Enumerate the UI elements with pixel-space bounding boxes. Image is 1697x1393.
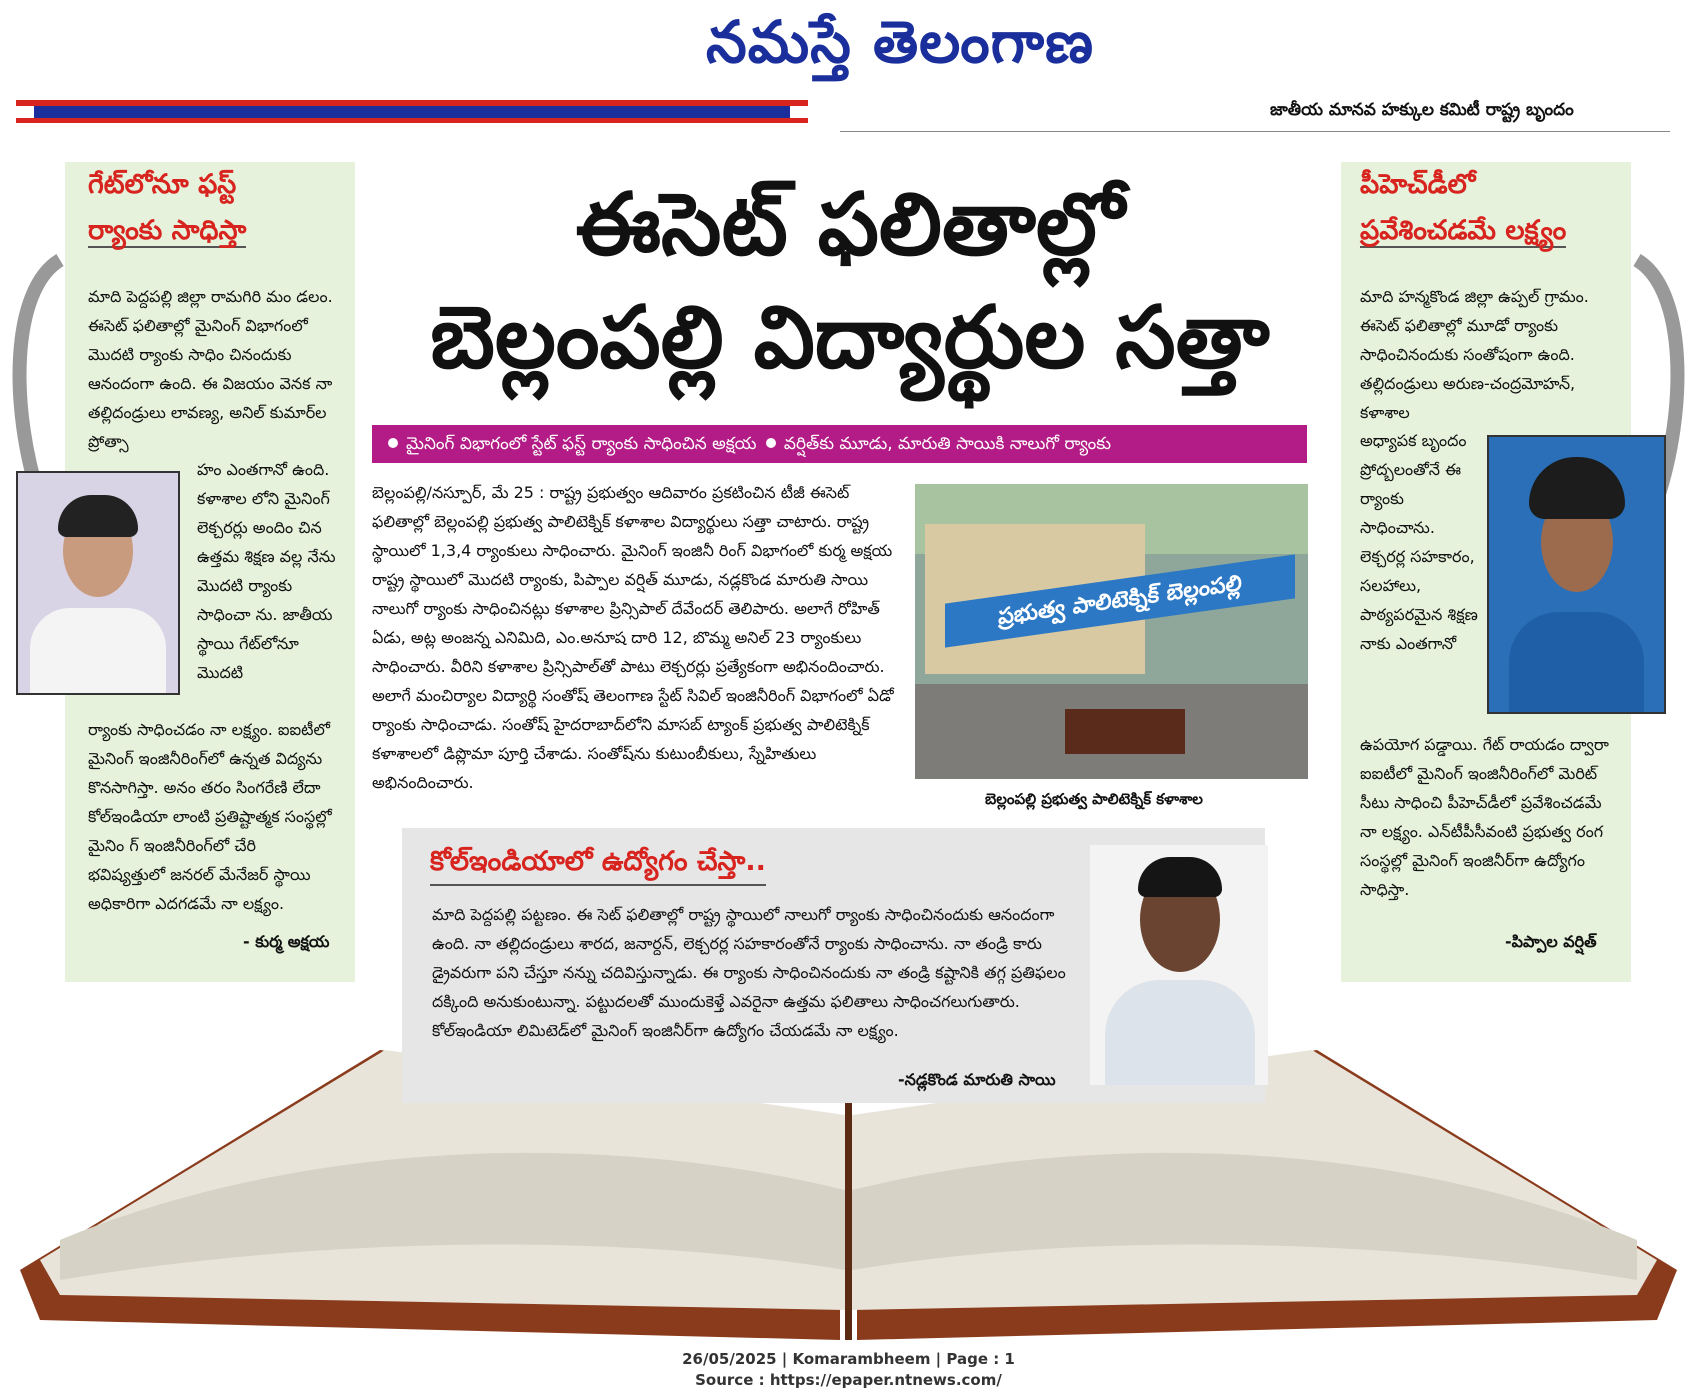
middle-box-text: మాది పెద్దపల్లి పట్టణం. ఈ సెట్ ఫలితాల్లో రాష్ట్ర స్థాయిలో నాలుగో ర్యాంకు సాధించినందుకు ఆనందంగా ఉంది. నా తల్లిదండ్రులు శారద, జనార్దన్, లెక్చరర్ల సహకారంతోనే ర్యాంకు సాధించాను. నా తండ్రి కారు డ్రైవరుగా పని చేస్తూ నన్ను చదివిస్తున్నాడు. ఈ ర్యాంకు సాధించినందుకు నా తండ్రి కష్టానికి తగ్గ ప్రతిఫలం దక్కింది అనుకుంటున్నా. పట్టుదలతో ముందుకెళ్తే ఎవరైనా ఉత్తమ ఫలితాలు సాధించగలుగుతారు. కోల్‌ఇండియా లిమిటెడ్‌లో మైనింగ్ ఇంజినీర్‌గా ఉద్యోగం చేయడమే నా లక్ష్యం. [432, 905, 1066, 1040]
right-box-title-line-1: పీహెచ్‌డీలో [1360, 169, 1476, 200]
right-box-para-3: ఉపయోగ పడ్డాయి. గేట్ రాయడం ద్వారా ఐఐటీలో మైనింగ్ ఇంజినీరింగ్‌లో మెరిట్ సీటు సాధించి పీహెచ్‌డీలో ప్రవేశించడమే నా లక్ష్యం. ఎన్‌టీపీసీవంటి ప్రభుత్వ రంగ సంస్థల్లో మైనింగ్ ఇంజినీర్‌గా ఉద్యోగం సాధిస్తా. [1360, 735, 1609, 899]
left-box-para-3: ర్యాంకు సాధించడం నా లక్ష్యం. ఐఐటీలో మైనింగ్ ఇంజినీరింగ్‌లో ఉన్నత విద్యను కొనసాగిస్తా. అనం తరం సింగరేణి లేదా కోల్‌ఇండియా లాంటి ప్రతిష్టాత్మక సంస్థల్లో మైనిం గ్ ఇంజినీరింగ్‌లో చేరి భవిష్యత్తులో జనరల్ మేనేజర్ స్థాయి అధికారిగా ఎదగడమే నా లక్ష్యం. [88, 720, 332, 913]
masthead-title: నమస్తే తెలంగాణ [706, 8, 1094, 76]
left-box-para-1: మాది పెద్దపల్లి జిల్లా రామగిరి మం డలం. ఈసెట్ ఫలితాల్లో మైనింగ్ విభాగంలో మొదటి ర్యాంకు సాధిం చినందుకు ఆనందంగా ఉంది. ఈ విజయం వెనక నా తల్లిదండ్రులు లావణ్య, అనిల్ కుమార్‌ల ప్రోత్సా [88, 287, 333, 451]
right-box-title [1360, 162, 1566, 254]
main-article-text: బెల్లంపల్లి/నస్పూర్, మే 25 : రాష్ట్ర ప్రభుత్వం ఆదివారం ప్రకటించిన టీజీ ఈసెట్ ఫలితాల్లో బెల్లంపల్లి ప్రభుత్వ పాలిటెక్నిక్ కళాశాల విద్యార్థులు సత్తా చాటారు. రాష్ట్ర స్థాయిలో 1,3,4 ర్యాంకులు సాధించారు. మైనింగ్ ఇంజినీ రింగ్ విభాగంలో కుర్మ అక్షయ రాష్ట్ర స్థాయిలో మొదటి ర్యాంకు, పిప్పాల వర్షిత్ మూడు, నడ్లకొండ మారుతి సాయి నాలుగో ర్యాంకు సాధించినట్లు కళాశాల ప్రిన్సిపాల్ దేవేందర్ తెలిపారు. అలాగే రోహిత్ ఏడు, అట్ల అంజన్న ఎనిమిది, ఎం.అనూష దారి 12, బొమ్మ అనిల్ 23 ర్యాంకులు సాధించారు. వీరిని కళాశాల ప్రిన్సిపాల్‌తో పాటు లెక్చరర్లు ప్రత్యేకంగా అభినందించారు. అలాగే మంచిర్యాల విద్యార్థి సంతోష్ తెలంగాణ స్టేట్ సివిల్ ఇంజినీరింగ్ విభాగంలో ఏడో ర్యాంకు సాధించాడు. సంతోష్ హైదరాబాద్‌లోని మాసబ్ ట్యాంక్ ప్రభుత్వ పాలిటెక్నిక్ కళాశాలలో డిప్లొమా పూర్తి చేశాడు. సంతోష్‌ను కుటుంబీకులు, స్నేహితులు అభినందించారు. [372, 483, 894, 792]
middle-box-title: కోల్‌ఇండియాలో ఉద్యోగం చేస్తా.. [430, 846, 766, 886]
footer-source: Source : https://epaper.ntnews.com/ [695, 1371, 1002, 1389]
left-box-signature: - కుర్మ అక్షయ [243, 932, 330, 951]
right-box-para-2: అధ్యాపక బృందం ప్రోద్బలంతోనే ఈ ర్యాంకు సాధించాను. లెక్చరర్ల సహకారం, సలహాలు, పాఠ్యపరమైన శిక్షణ నాకు ఎంతగానో [1360, 431, 1478, 653]
right-box-signature: -పిప్పాల వర్షిత్ [1505, 932, 1597, 951]
bullet-icon [766, 438, 776, 448]
college-building-photo [915, 484, 1308, 779]
student-photo-varshith [1487, 435, 1666, 714]
left-box-title-line-1: గేట్‌లోనూ ఫస్ట్ [88, 169, 237, 200]
left-box-title-line-2: ర్యాంకు సాధిస్తా [88, 215, 247, 246]
headline-line-1: ఈసెట్ ఫలితాల్లో [575, 175, 1125, 275]
strap-item-1: మైనింగ్ విభాగంలో స్టేట్ ఫస్ట్ ర్యాంకు సాధించిన అక్షయ [406, 434, 757, 454]
top-divider [840, 131, 1670, 132]
right-box-title-line-2: ప్రవేశించడమే లక్ష్యం [1360, 215, 1567, 246]
footer-date-edition: 26/05/2025 | Komarambheem | Page : 1 [682, 1350, 1015, 1368]
student-photo-akshaya [16, 471, 180, 695]
college-name-banner: ప్రభుత్వ పాలిటెక్నిక్ బెల్లంపల్లి [945, 554, 1295, 647]
middle-box-signature: -నడ్లకొండ మారుతి సాయి [898, 1070, 1056, 1089]
strap-item-2: వర్షిత్‌కు మూడు, మారుతి సాయికి నాలుగో ర్యాంకు [783, 434, 1112, 454]
student-photo-maruthi-sai [1090, 845, 1268, 1085]
top-strip-text: జాతీయ మానవ హక్కుల కమిటీ రాష్ట్ర బృందం [1270, 100, 1574, 120]
right-box-para-1: మాది హన్మకొండ జిల్లా ఉప్పల్ గ్రామం. ఈసెట్ ఫలితాల్లో మూడో ర్యాంకు సాధించినందుకు సంతోషంగా ఉంది. తల్లిదండ్రులు అరుణ-చంద్రమోహన్, కళాశాల [1360, 287, 1589, 422]
headline-strap [372, 425, 1307, 463]
bullet-icon [388, 438, 398, 448]
photo-caption: బెల్లంపల్లి ప్రభుత్వ పాలిటెక్నిక్ కళాశాల [985, 790, 1203, 808]
masthead-color-bar [16, 100, 808, 126]
left-box-para-2: హం ఎంతగానో ఉంది. కళాశాల లోని మైనింగ్ లెక్చరర్లు అందిం చిన ఉత్తమ శిక్షణ వల్ల నేను మొదటి ర్యాంకు సాధించా ను. జాతీయ స్థాయి గేట్‌లోనూ మొదటి [197, 460, 336, 682]
left-box-title [88, 162, 246, 254]
headline-line-2: బెల్లంపల్లి విద్యార్థుల సత్తా [430, 288, 1270, 388]
